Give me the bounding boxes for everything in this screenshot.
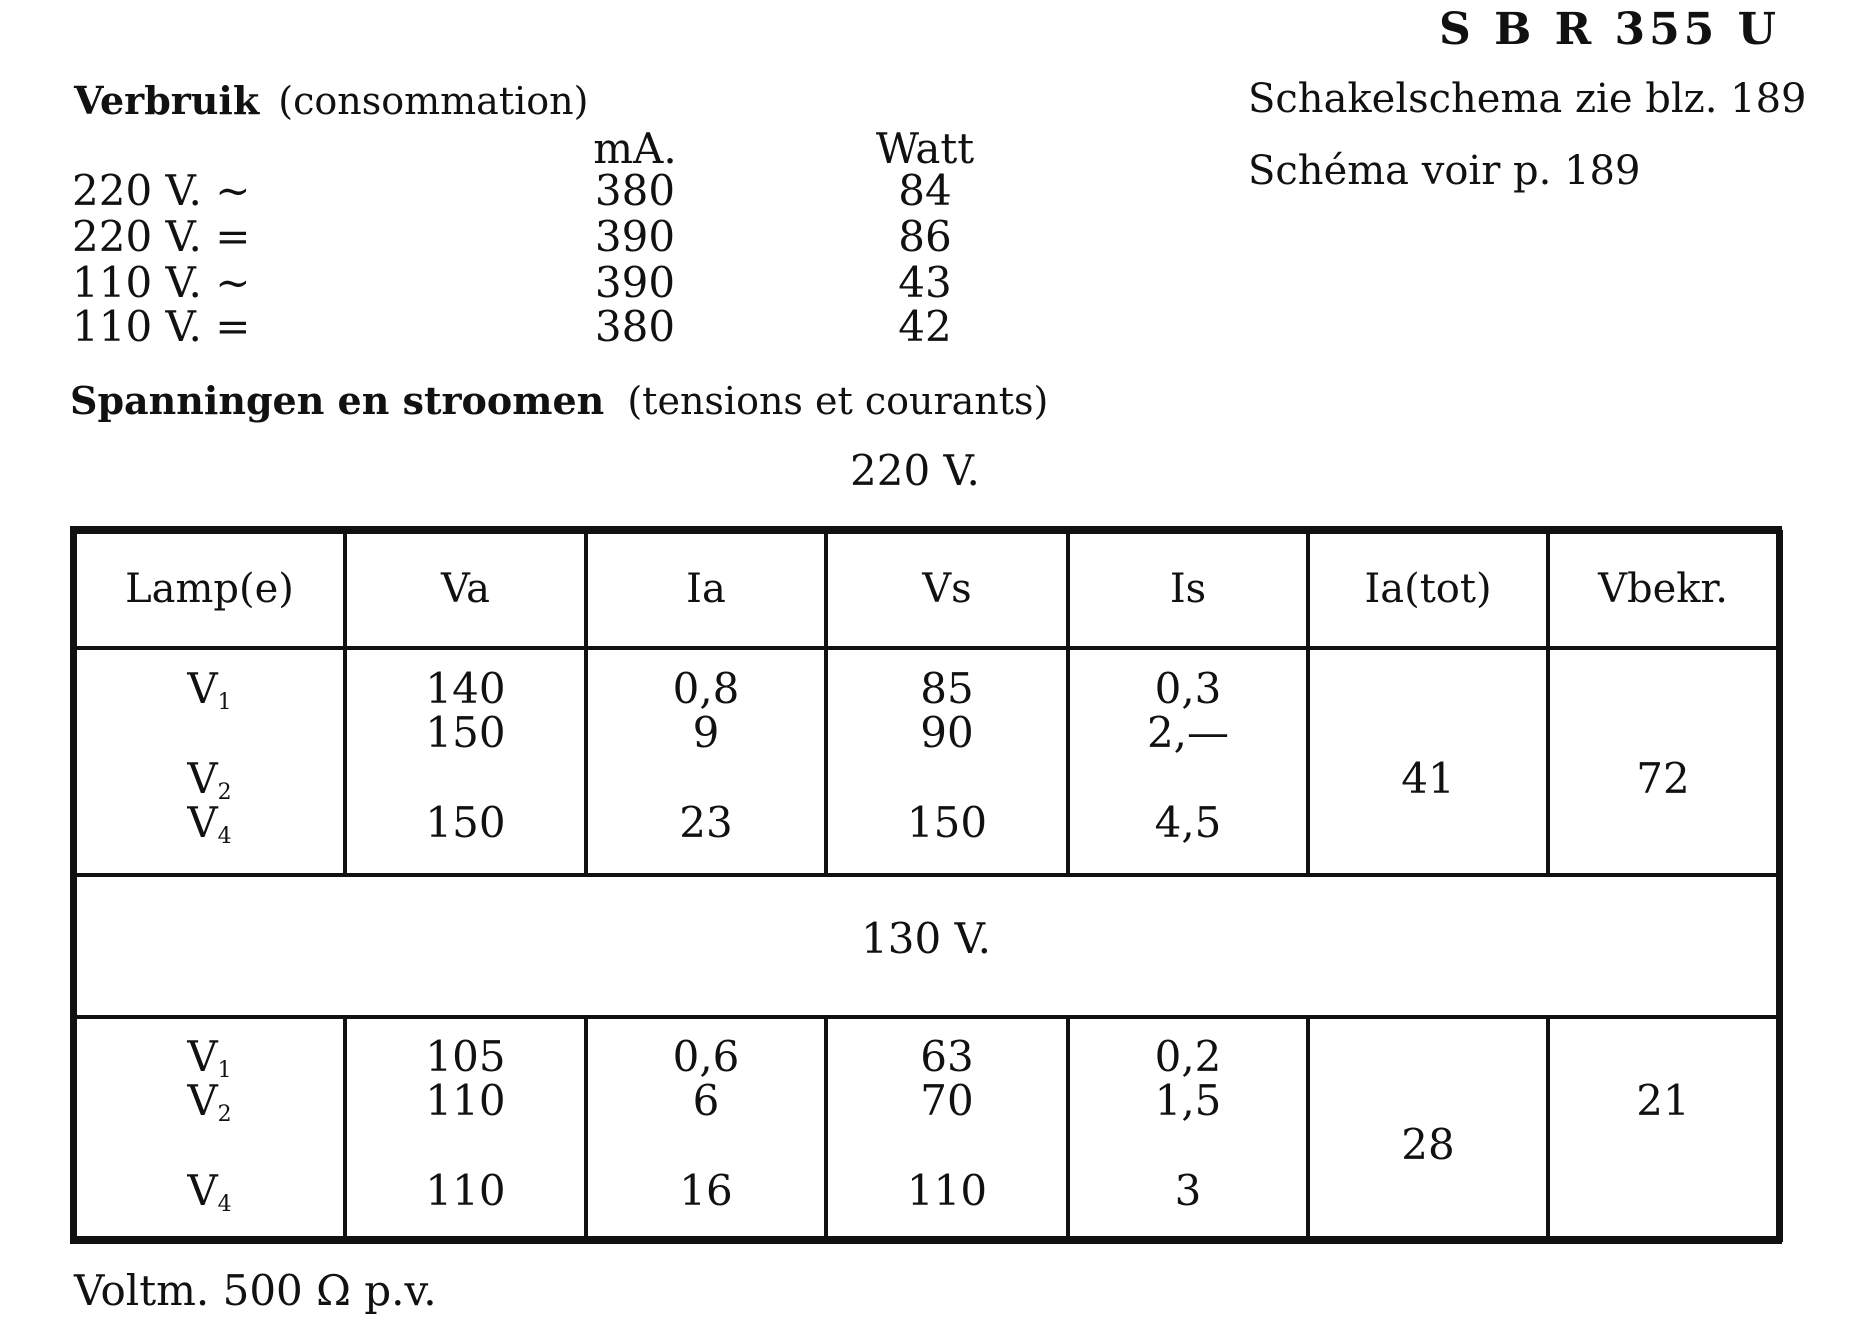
cons-row-label: 110 V. ∼ [72,258,251,307]
lamp-cell: $V_4$ [187,798,232,849]
header-va: Va [440,566,491,612]
schema-ref-fr: Schéma voir p. 189 [1248,148,1641,194]
table-bottom-rule [70,1236,1782,1244]
ia-cell: 6 [692,1076,720,1125]
header-divider [76,646,1776,650]
lamp-cell: $V_1$ [187,1032,232,1083]
lamp-cell: $V_2$ [187,1076,232,1127]
cons-row-watt: 86 [898,212,952,261]
ia-cell: 16 [679,1166,733,1215]
va-cell: 140 [425,664,506,713]
header-ia-tot: Ia(tot) [1364,566,1492,612]
header-vbekr: Vbekr. [1598,566,1728,612]
is-cell: 0,2 [1154,1032,1222,1081]
lamp-cell: $V_2$ [187,754,232,805]
cons-row-label: 220 V. = [72,212,251,261]
is-cell: 0,3 [1154,664,1222,713]
cons-row-label: 220 V. ∼ [72,166,251,215]
consumption-title: Verbruik [74,78,260,123]
cons-row-watt: 84 [898,166,952,215]
table-left-rule [70,530,77,1242]
ia-cell: 0,8 [672,664,740,713]
header-lamp: Lamp(e) [125,566,294,612]
is-cell: 3 [1174,1166,1202,1215]
block1-divider [76,873,1776,877]
cons-row-label: 110 V. = [72,302,251,351]
voltage-220-label: 220 V. [850,446,980,495]
is-cell: 2,— [1146,708,1230,757]
header-vs: Vs [922,566,972,612]
vbekr-cell: 21 [1636,1076,1690,1125]
section-subtitle: (tensions et courants) [627,379,1049,423]
voltage-130-label: 130 V. [861,914,991,963]
consumption-heading [74,78,588,123]
lamp-cell: $V_1$ [187,664,232,715]
vs-cell: 63 [920,1032,974,1081]
cons-row-watt: 43 [898,258,952,307]
va-cell: 110 [425,1166,506,1215]
ia-cell: 9 [692,708,720,757]
unit-ma: mA. [593,124,677,173]
va-cell: 150 [425,708,506,757]
ia-cell: 23 [679,798,733,847]
va-cell: 105 [425,1032,506,1081]
vs-cell: 90 [920,708,974,757]
header-ia: Ia [686,566,726,612]
unit-watt: Watt [875,124,975,173]
vbekr-cell: 72 [1636,754,1690,803]
schema-ref-nl: Schakelschema zie blz. 189 [1248,76,1807,122]
section-title: Spanningen en stroomen [70,378,605,423]
model-number: S B R 355 U [1438,4,1780,55]
cons-row-ma: 390 [594,258,676,307]
va-cell: 150 [425,798,506,847]
vs-cell: 70 [920,1076,974,1125]
table-right-rule [1776,530,1783,1242]
ia-tot-cell: 28 [1401,1120,1455,1169]
vs-cell: 85 [920,664,974,713]
cons-row-ma: 380 [594,166,676,215]
consumption-subtitle: (consommation) [278,79,589,123]
ia-tot-cell: 41 [1401,754,1455,803]
va-cell: 110 [425,1076,506,1125]
col-rule [1546,1019,1550,1238]
cons-row-ma: 380 [594,302,676,351]
voltage-band-divider [76,1015,1776,1019]
cons-row-ma: 390 [594,212,676,261]
ia-cell: 0,6 [672,1032,740,1081]
is-cell: 4,5 [1154,798,1222,847]
table-top-rule [70,526,1782,534]
vs-cell: 110 [906,1166,988,1215]
lamp-cell: $V_4$ [187,1166,232,1217]
is-cell: 1,5 [1154,1076,1222,1125]
header-is: Is [1169,566,1207,612]
vs-cell: 150 [906,798,988,847]
section-heading [70,378,1048,423]
footer-note: Voltm. 500 Ω p.v. [74,1266,437,1315]
cons-row-watt: 42 [898,302,952,351]
